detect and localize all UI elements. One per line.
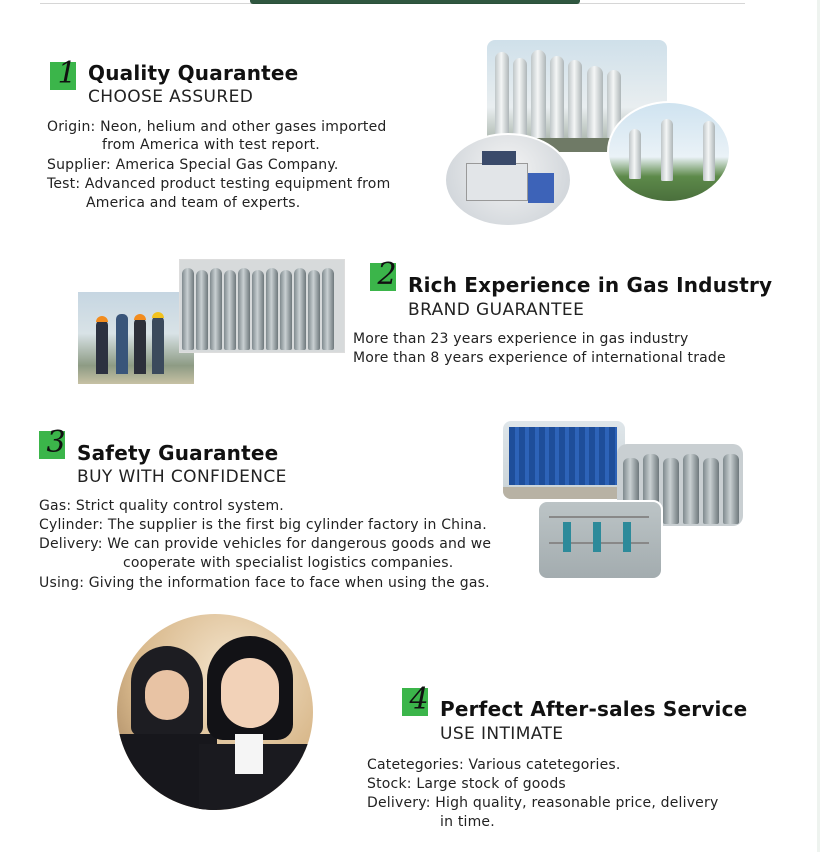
body-line: More than 23 years experience in gas industry <box>353 331 689 347</box>
section-number: 2 <box>377 257 397 292</box>
section-number: 4 <box>409 682 429 717</box>
body-line: America and team of experts. <box>86 195 301 211</box>
body-line: from America with test report. <box>102 137 320 153</box>
body-line: Using: Giving the information face to face when using the gas. <box>39 575 490 591</box>
number-badge-icon <box>402 682 429 717</box>
section-subtitle: CHOOSE ASSURED <box>88 87 254 107</box>
body-line: Stock: Large stock of goods <box>367 776 566 792</box>
cylinders-photo <box>179 259 345 353</box>
section-title: Safety Guarantee <box>77 441 279 465</box>
body-line: Catetegories: Various catetegories. <box>367 757 621 773</box>
body-line: Cylinder: The supplier is the first big cylinder factory in China. <box>39 517 487 533</box>
number-badge-icon <box>50 56 77 91</box>
section-title: Quality Quarantee <box>88 61 299 85</box>
section-number: 1 <box>57 56 77 91</box>
body-line: in time. <box>440 814 495 830</box>
section-title: Perfect After-sales Service <box>440 697 748 721</box>
workers-photo <box>78 292 194 384</box>
number-badge-icon <box>370 257 397 292</box>
number-badge-icon <box>39 425 66 460</box>
body-line: Gas: Strict quality control system. <box>39 498 284 514</box>
body-line: Delivery: High quality, reasonable price, delivery <box>367 795 719 811</box>
customer-service-photo <box>117 614 313 810</box>
body-line: Origin: Neon, helium and other gases imported <box>47 119 387 135</box>
section-subtitle: BUY WITH CONFIDENCE <box>77 467 287 487</box>
section-subtitle: USE INTIMATE <box>440 724 564 744</box>
body-line: Delivery: We can provide vehicles for dangerous goods and we <box>39 536 492 552</box>
storage-tanks-photo <box>607 101 731 203</box>
container-truck-photo <box>503 421 625 499</box>
header-banner-fragment <box>250 0 580 4</box>
body-line: cooperate with specialist logistics companies. <box>123 555 454 571</box>
body-line: Supplier: America Special Gas Company. <box>47 157 339 173</box>
lab-equipment-photo <box>444 133 572 227</box>
section-subtitle: BRAND GUARANTEE <box>408 300 585 320</box>
body-line: Test: Advanced product testing equipment from <box>47 176 391 192</box>
gas-panel-photo <box>537 500 663 580</box>
section-number: 3 <box>46 425 66 460</box>
section-title: Rich Experience in Gas Industry <box>408 273 773 297</box>
body-line: More than 8 years experience of international trade <box>353 350 726 366</box>
